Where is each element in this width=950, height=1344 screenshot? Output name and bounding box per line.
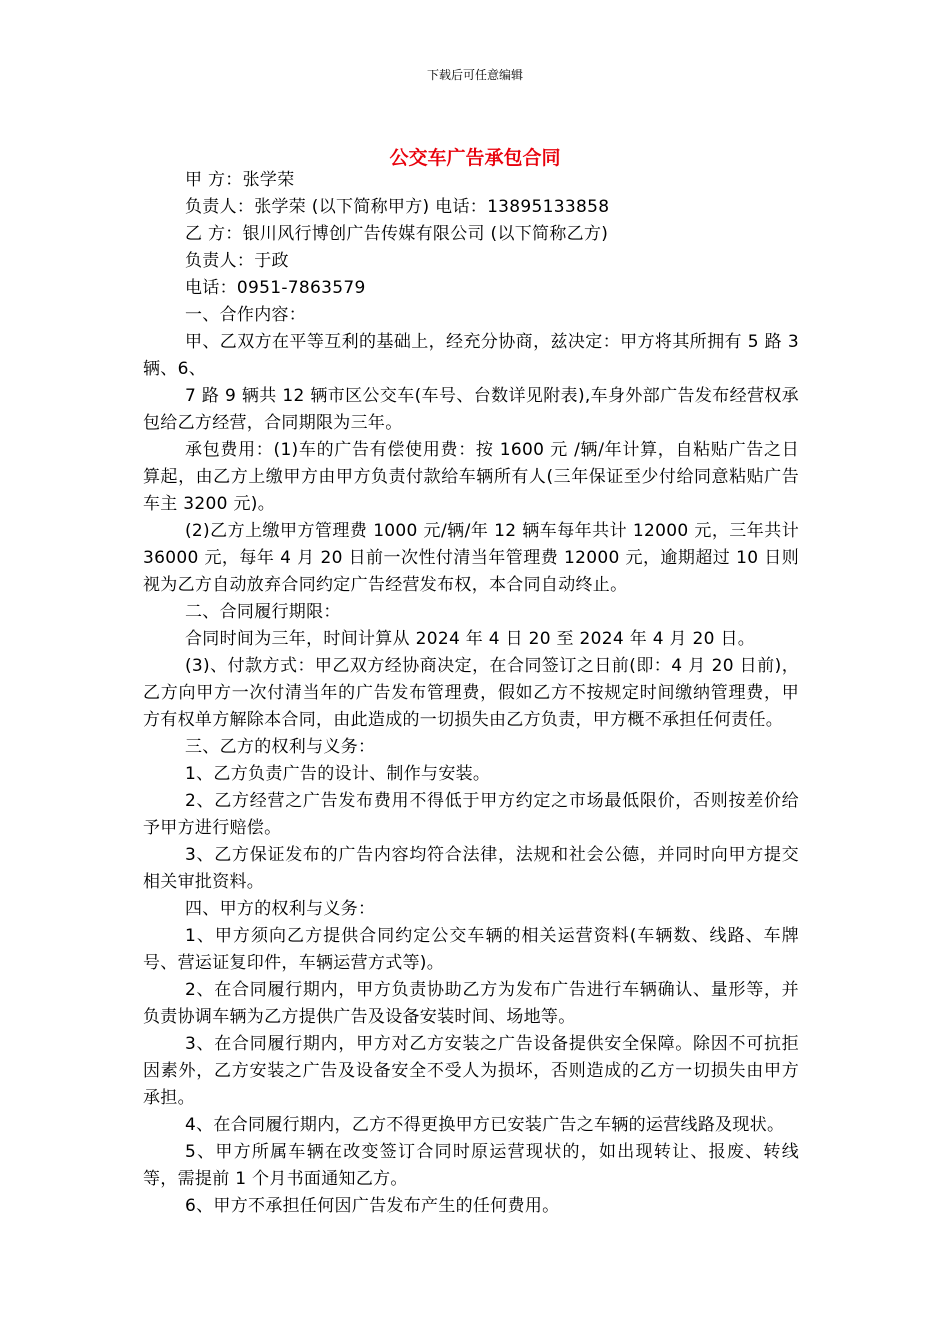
paragraph-party-a-2: 2、在合同履行期内，甲方负责协助乙方为发布广告进行车辆确认、量形等，并负责协调车辆为乙方提供广告及设备安装时间、场地等。 bbox=[143, 980, 799, 1027]
paragraph-party-a-6: 6、甲方不承担任何因广告发布产生的任何费用。 bbox=[185, 1196, 560, 1216]
paragraph-party-b-1: 1、乙方负责广告的设计、制作与安装。 bbox=[185, 764, 491, 784]
contract-body bbox=[143, 167, 799, 1220]
section-heading-party-a-rights: 四、甲方的权利与义务： bbox=[185, 899, 376, 919]
paragraph-fee-1: 承包费用：(1)车的广告有偿使用费：按 1600 元 /辆/年计算，自粘贴广告之日算起，由乙方上缴甲方由甲方负责付款给车辆所有人(三年保证至少付给同意粘贴广告车主 3200 元)。 bbox=[143, 440, 799, 514]
paragraph-party-a-1: 1、甲方须向乙方提供合同约定公交车辆的相关运营资料(车辆数、线路、车牌号、营运证复印件，车辆运营方式等)。 bbox=[143, 926, 799, 973]
party-b-phone-line: 电话：0951-7863579 bbox=[185, 278, 366, 298]
party-b-responsible-line: 负责人：于政 bbox=[185, 251, 289, 271]
document-title: 公交车广告承包合同 bbox=[389, 147, 561, 169]
header-note: 下载后可任意编辑 bbox=[426, 68, 523, 82]
paragraph-party-b-2: 2、乙方经营之广告发布费用不得低于甲方约定之市场最低限价，否则按差价给予甲方进行赔偿。 bbox=[143, 791, 799, 838]
paragraph-payment: (3)、付款方式：甲乙双方经协商决定，在合同签订之日前(即：4 月 20 日前)，乙方向甲方一次付清当年的广告发布管理费，假如乙方不按规定时间缴纳管理费，甲方有权单方解除本合同，由此造成的一切损失由乙方负责，甲方概不承担任何责任。 bbox=[143, 656, 799, 730]
section-heading-party-b-rights: 三、乙方的权利与义务： bbox=[185, 737, 376, 757]
paragraph-fee-2: (2)乙方上缴甲方管理费 1000 元/辆/年 12 辆车每年共计 12000 元，三年共计 36000 元，每年 4 月 20 日前一次性付清当年管理费 12000 元，逾期超过 10 日则视为乙方自动放弃合同约定广告经营发布权，本合同自动终止。 bbox=[143, 521, 799, 595]
paragraph-cooperation-2: 7 路 9 辆共 12 辆市区公交车(车号、台数详见附表),车身外部广告发布经营权承包给乙方经营，合同期限为三年。 bbox=[143, 386, 799, 433]
paragraph-cooperation-1: 甲、乙双方在平等互利的基础上，经充分协商，兹决定：甲方将其所拥有 5 路 3 辆、6、 bbox=[143, 332, 799, 379]
section-heading-cooperation: 一、合作内容： bbox=[185, 305, 307, 325]
paragraph-party-a-5: 5、甲方所属车辆在改变签订合同时原运营现状的，如出现转让、报废、转线等，需提前 1 个月书面通知乙方。 bbox=[143, 1142, 799, 1189]
paragraph-party-a-4: 4、在合同履行期内，乙方不得更换甲方已安装广告之车辆的运营线路及现状。 bbox=[185, 1115, 785, 1135]
paragraph-term: 合同时间为三年，时间计算从 2024 年 4 日 20 至 2024 年 4 月 20 日。 bbox=[185, 629, 756, 649]
party-a-line: 甲 方：张学荣 bbox=[185, 170, 295, 190]
party-b-line: 乙 方：银川风行博创广告传媒有限公司 (以下简称乙方) bbox=[185, 224, 609, 244]
section-heading-term: 二、合同履行期限： bbox=[185, 602, 341, 622]
paragraph-party-a-3: 3、在合同履行期内，甲方对乙方安装之广告设备提供安全保障。除因不可抗拒因素外，乙方安装之广告及设备安全不受人为损坏，否则造成的乙方一切损失由甲方承担。 bbox=[143, 1034, 799, 1108]
party-a-contact-line: 负责人：张学荣 (以下简称甲方) 电话：13895133858 bbox=[185, 197, 610, 217]
paragraph-party-b-3: 3、乙方保证发布的广告内容均符合法律，法规和社会公德，并同时向甲方提交相关审批资料。 bbox=[143, 845, 799, 892]
